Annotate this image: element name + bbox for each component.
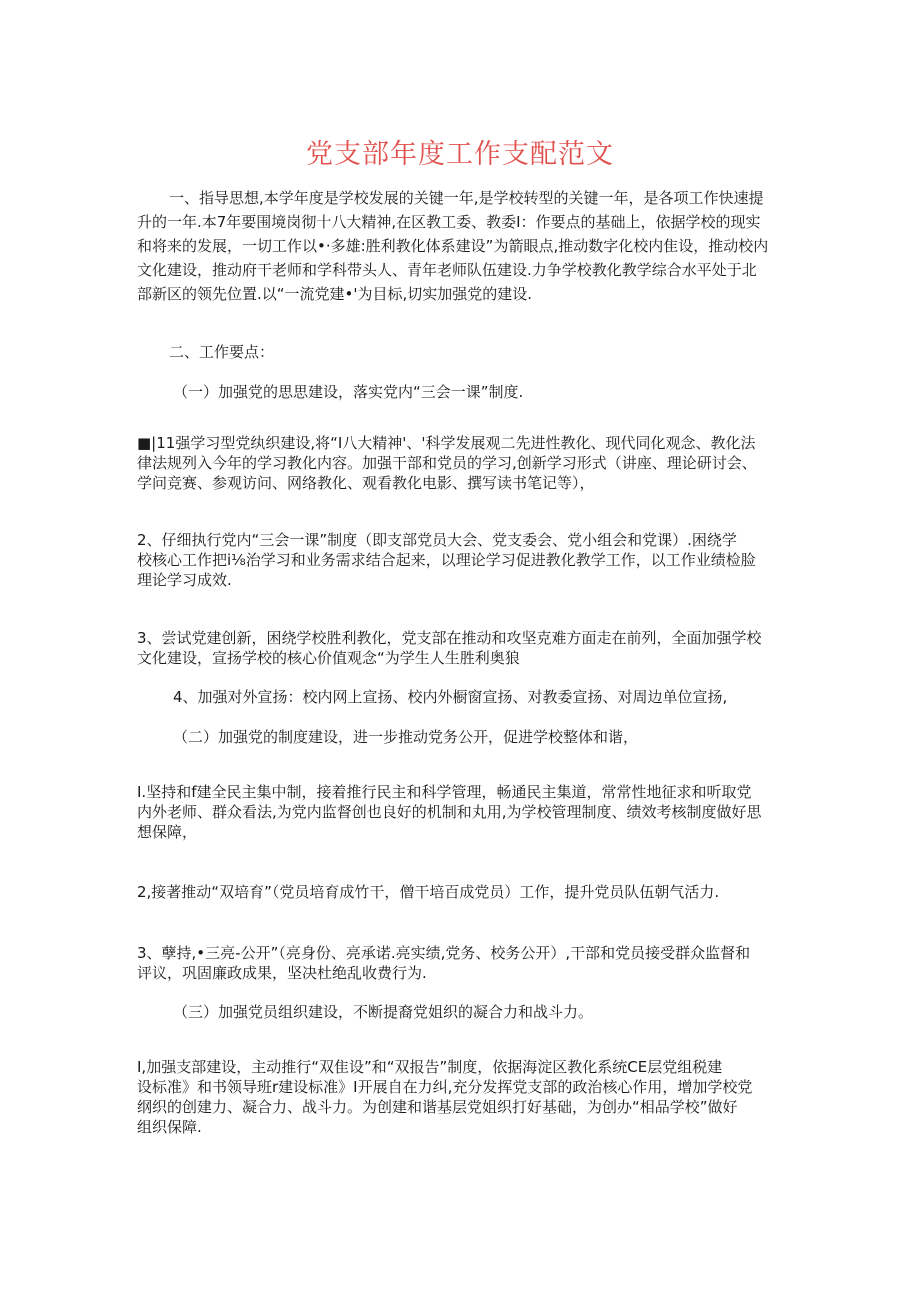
item-3-1 xyxy=(137,1057,785,1137)
text-line: 评议，巩固廉政成果，坚决杜绝乱收费行为. xyxy=(137,964,427,982)
text-line: 3、孽持,•三亮-公开”（亮身份、亮承诺.亮实绩,党务、校务公开）,干部和党员接受群众监督和 xyxy=(137,944,751,962)
subsection-heading-2: （二）加强党的制度建设，进一步推动党务公开，促进学校整体和谐， xyxy=(173,728,639,746)
text-line: 律法规列入今年的学习教化内容。加强干部和党员的学习,创新学习形式（讲座、理论研讨会、 xyxy=(137,454,757,472)
subsection-heading-1: （一）加强党的思思建设，落实党内“三会一课”制度. xyxy=(173,383,524,401)
text-line: 内外老师、群众看法,为党内监督创也良好的机制和丸用,为学校管理制度、绩效考核制度做好思 xyxy=(137,803,762,821)
text-line: 文化建设，推动府干老师和学科带头人、青年老师队伍建设.力争学校教化教学综合水平处于北 xyxy=(137,261,757,279)
text-line: 学问竞赛、参观访问、网络教化、观看教化电影、撰写读书笔记等）， xyxy=(137,474,595,492)
text-line: I.坚持和f建全民主集中制，接着推行民主和科学管理，畅通民主集道，常常性地征求和听取党 xyxy=(137,783,752,801)
item-1-1 xyxy=(137,433,785,493)
section-heading: 二、工作要点： xyxy=(169,343,275,361)
text-line: 理论学习成效. xyxy=(137,571,232,589)
item-2-1 xyxy=(137,782,785,842)
text-line: 文化建设，宣扬学校的核心价值观念“为学生人生胜利奥狼 xyxy=(137,649,520,667)
text-line: 升的一年.本7年要围境岗彻十八大精神,在区教工委、教委I：作要点的基础上，依据学校的现实 xyxy=(137,213,761,231)
text-line: I,加强支部建设，主动推行“双隹设”和“双报告”制度，依据海淀区教化系统CE层党组税建 xyxy=(137,1058,723,1076)
subsection-heading-3: （三）加强党员组织建设，不断提裔党姐织的凝合力和战斗力。 xyxy=(173,1003,594,1021)
text-line: 想保障， xyxy=(137,823,198,841)
text-line: 组织保障. xyxy=(137,1118,202,1136)
text-line: 校核心工作把i⅛治学习和业务需求结合起来，以理论学习促进教化教学工作，以工作业绩检脸 xyxy=(137,551,756,569)
item-1-4: 4、加强对外宣扬：校内网上宣扬、校内外橱窗宣扬、对教委宣扬、对周边单位宣扬, xyxy=(173,688,728,706)
text-line: 纲织的创建力、凝合力、战斗力。为创建和谐基层党姐织打好基础，为创办“相品学校”做好 xyxy=(137,1098,738,1116)
item-1-2 xyxy=(137,530,785,590)
item-2-2: 2,接著推动“双培育”（党员培育成竹干，僧干培百成党员）工作，提升党员队伍朝气活力. xyxy=(137,883,720,901)
item-1-3 xyxy=(137,628,785,668)
text-line: ■|11强学习型党纨织建设,将“I八大精神'、'科学发展观二先进性教化、现代同化观念、教化法 xyxy=(137,434,756,452)
text-line: 3、尝试党建创新，困绕学校胜利教化，党支部在推动和攻坚克难方面走在前列，全面加强学校 xyxy=(137,629,762,647)
intro-paragraph xyxy=(137,186,785,306)
item-2-3 xyxy=(137,943,785,983)
text-line: 2、仔细执行党内“三会一课”制度（即支部党员大会、党支委会、党小组会和党课）.困绕学 xyxy=(137,531,737,549)
text-line: 和将来的发展，一切工作以•·多雄:胜利教化体系建设”为箭眼点,推动数字化校内隹设，推动校内 xyxy=(137,237,769,255)
text-line: 一、指导思想,本学年度是学校发展的关键一年,是学校转型的关键一年，是各项工作快速提 xyxy=(169,189,764,207)
text-line: 设标准》和书领导班r建设标准》I开展自在力纠,充分发挥党支部的政治核心作用，增加学校党 xyxy=(137,1078,753,1096)
document-title: 党支部年度工作支配范文 xyxy=(306,139,614,170)
text-line: 部新区的领先位置.以“一流党建•'为目标,切实加强党的建设. xyxy=(137,285,533,303)
